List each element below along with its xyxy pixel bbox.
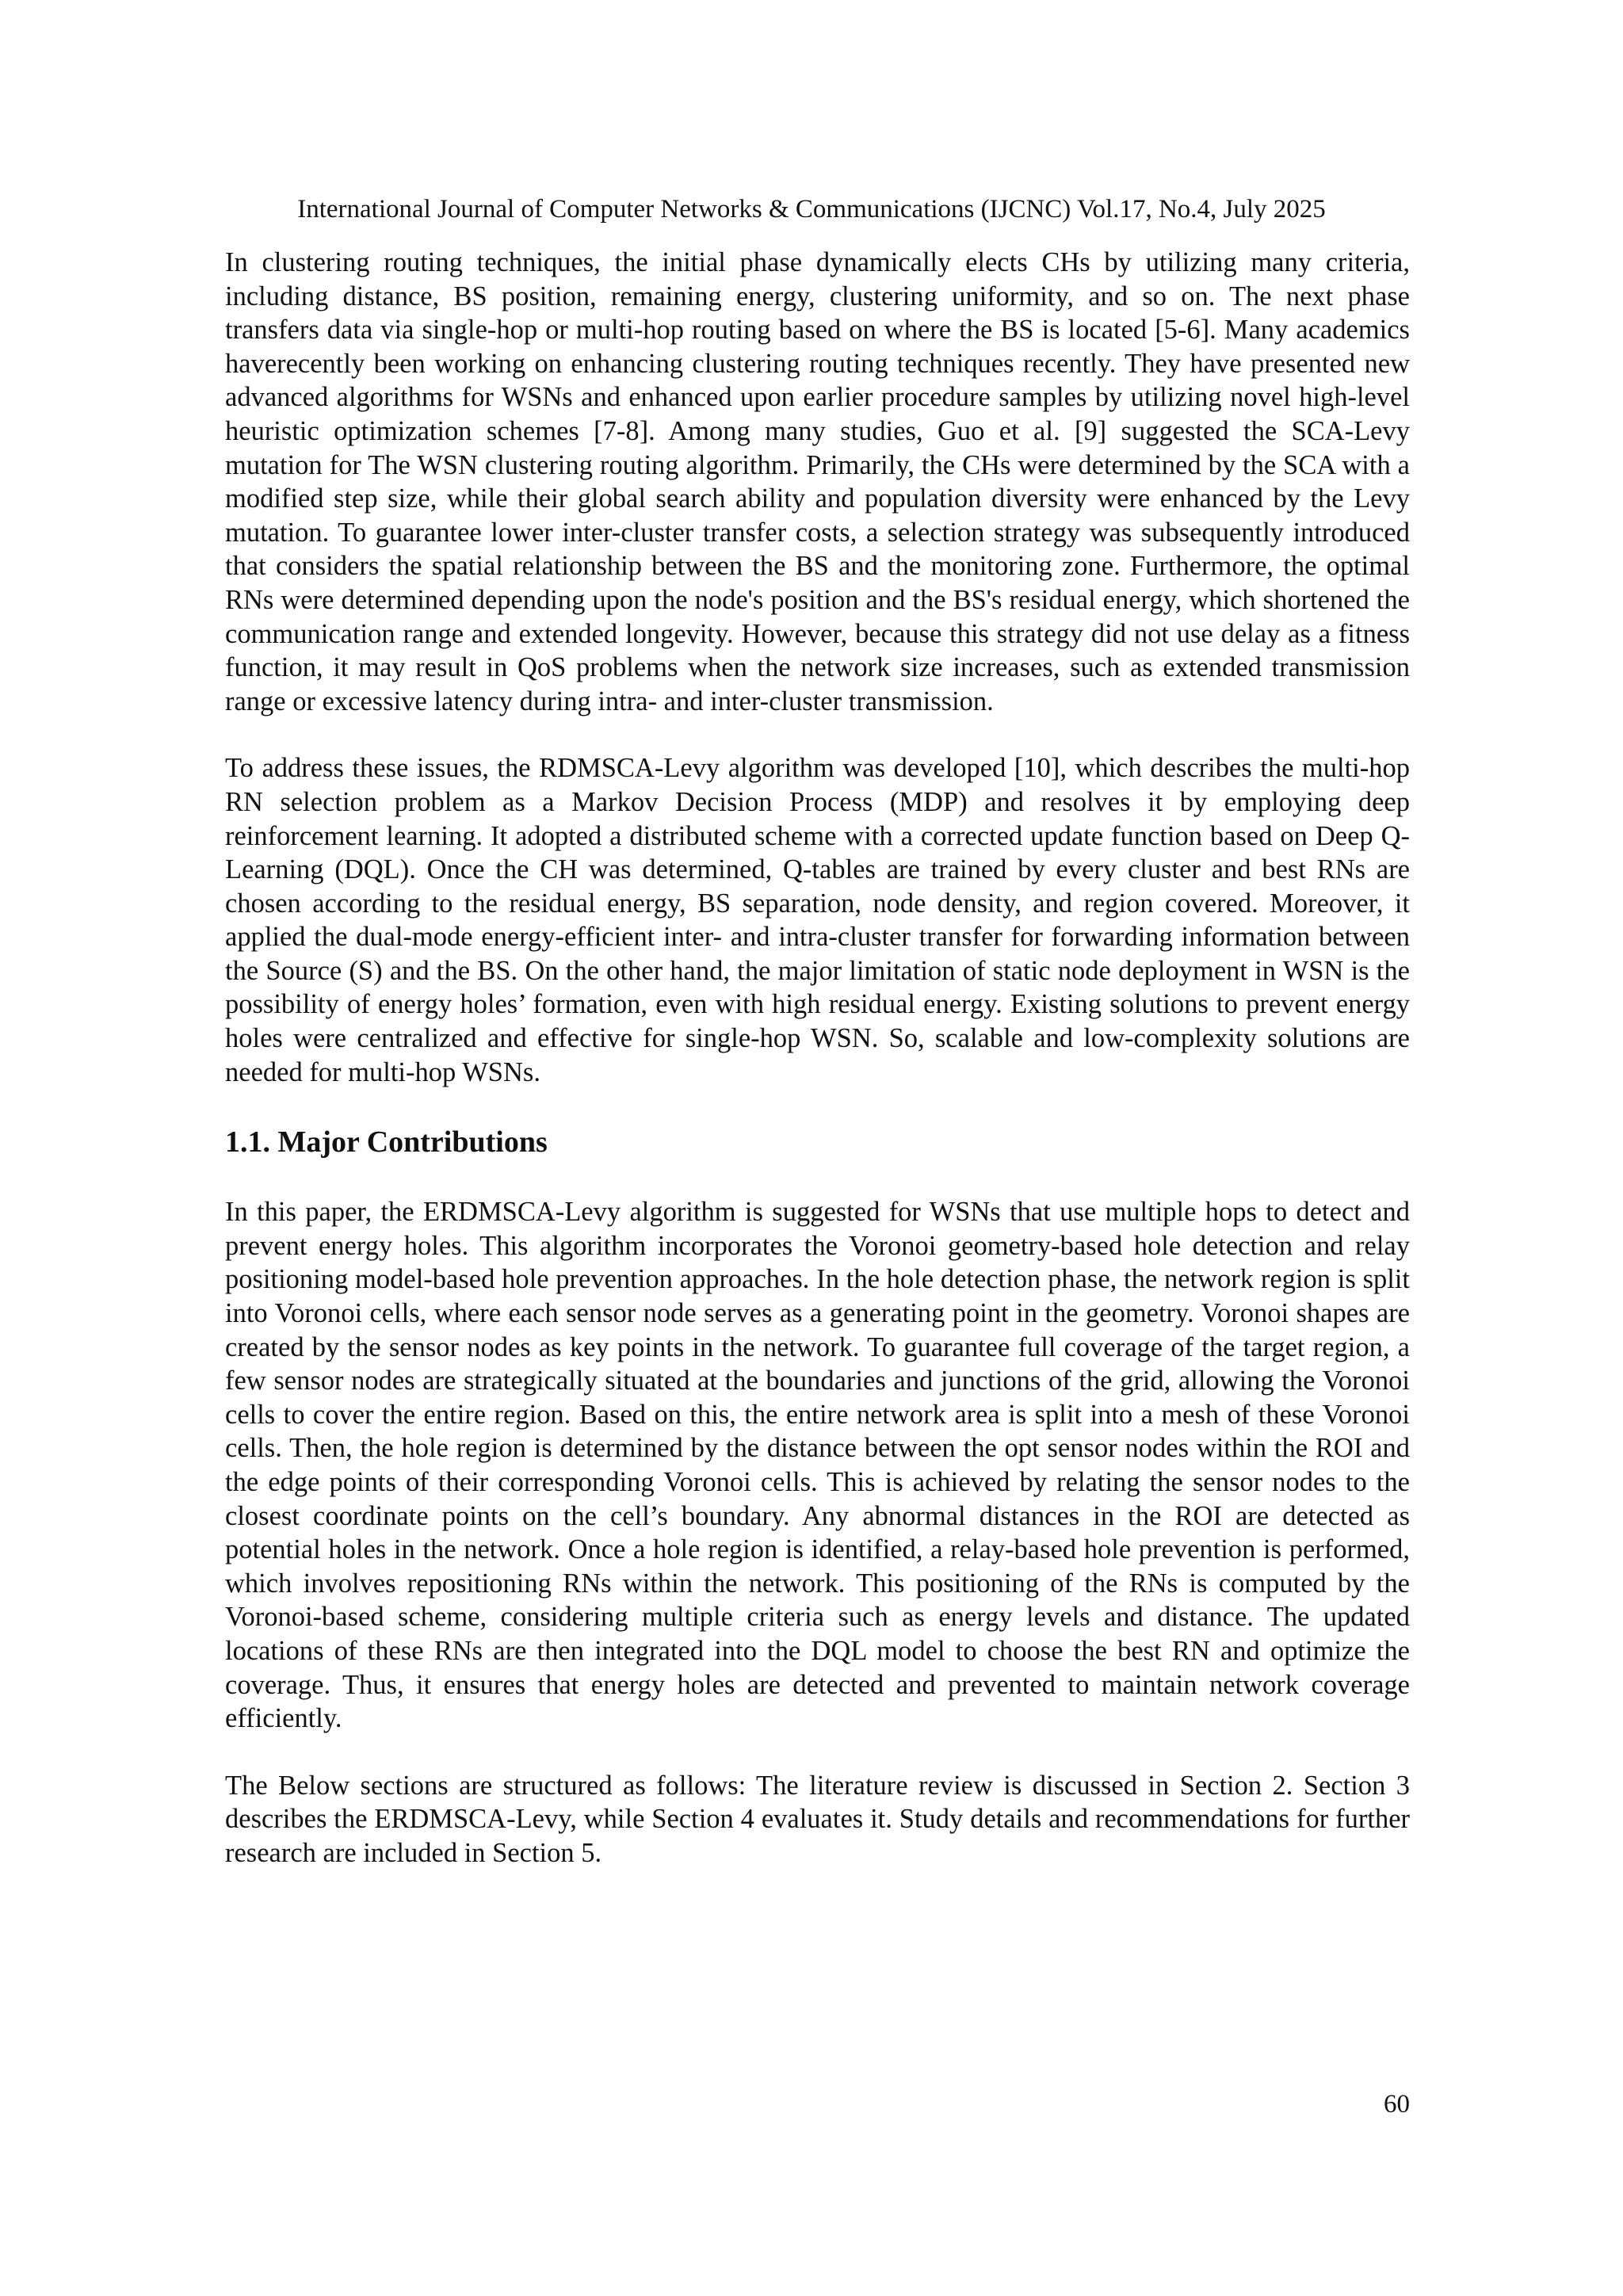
paragraph-rdmsca-levy: To address these issues, the RDMSCA-Levy algorithm was developed [10], which describes the multi-hop RN selection problem as a Markov Decision Process (MDP) and resolves it by employing deep reinforcement learning. It adopted a distributed scheme with a corrected update function based on Deep Q-Learning (DQL). Once the CH was determined, Q-tables are trained by every cluster and best RNs are chosen according to the residual energy, BS separation, node density, and region covered. Moreover, it applied the dual-mode energy-efficient inter- and intra-cluster transfer for forwarding information between the Source (S) and the BS. On the other hand, the major limitation of static node deployment in WSN is the possibility of energy holes’ formation, even with high residual energy. Existing solutions to prevent energy holes were centralized and effective for single-hop WSN. So, scalable and low-complexity solutions are needed for multi-hop WSNs. (225, 753, 1410, 1087)
paragraph-clustering-routing: In clustering routing techniques, the initial phase dynamically elects CHs by utilizing many criteria, including distance, BS position, remaining energy, clustering uniformity, and so on. The next phase transfers data via single-hop or multi-hop routing based on where the BS is located [5-6]. Many academics haverecently been working on enhancing clustering routing techniques recently. They have presented new advanced algorithms for WSNs and enhanced upon earlier procedure samples by utilizing novel high-level heuristic optimization schemes [7-8]. Among many studies, Guo et al. [9] suggested the SCA-Levy mutation for The WSN clustering routing algorithm. Primarily, the CHs were determined by the SCA with a modified step size, while their global search ability and population diversity were enhanced by the Levy mutation. To guarantee lower inter-cluster transfer costs, a selection strategy was subsequently introduced that considers the spatial relationship between the BS and the monitoring zone. Furthermore, the optimal RNs were determined depending upon the node's position and the BS's residual energy, which shortened the communication range and extended longevity. However, because this strategy did not use delay as a fitness function, it may result in QoS problems when the network size increases, such as extended transmission range or excessive latency during intra- and inter-cluster transmission. (225, 247, 1410, 716)
page-body (225, 246, 1410, 1870)
section-heading-major-contributions: 1.1. Major Contributions (225, 1125, 548, 1159)
paragraph-erdmsca-levy: In this paper, the ERDMSCA-Levy algorithm is suggested for WSNs that use multiple hops to detect and prevent energy holes. This algorithm incorporates the Voronoi geometry-based hole detection and relay positioning model-based hole prevention approaches. In the hole detection phase, the network region is split into Voronoi cells, where each sensor node serves as a generating point in the geometry. Voronoi shapes are created by the sensor nodes as key points in the network. To guarantee full coverage of the target region, a few sensor nodes are strategically situated at the boundaries and junctions of the grid, allowing the Voronoi cells to cover the entire region. Based on this, the entire network area is split into a mesh of these Voronoi cells. Then, the hole region is determined by the distance between the opt sensor nodes within the ROI and the edge points of their corresponding Voronoi cells. This is achieved by relating the sensor nodes to the closest coordinate points on the cell’s boundary. Any abnormal distances in the ROI are detected as potential holes in the network. Once a hole region is identified, a relay-based hole prevention is performed, which involves repositioning RNs within the network. This positioning of the RNs is computed by the Voronoi-based scheme, considering multiple criteria such as energy levels and distance. The updated locations of these RNs are then integrated into the DQL model to choose the best RN and optimize the coverage. Thus, it ensures that energy holes are detected and prevented to maintain network coverage efficiently. (225, 1197, 1410, 1734)
paragraph-paper-structure: The Below sections are structured as follows: The literature review is discussed in Section 2. Section 3 describes the ERDMSCA-Levy, while Section 4 evaluates it. Study details and recommendations for further research are included in Section 5. (225, 1770, 1410, 1868)
running-header: International Journal of Computer Networks & Communications (IJCNC) Vol.17, No.4, July 2025 (297, 195, 1326, 223)
page-number: 60 (1384, 2090, 1410, 2118)
